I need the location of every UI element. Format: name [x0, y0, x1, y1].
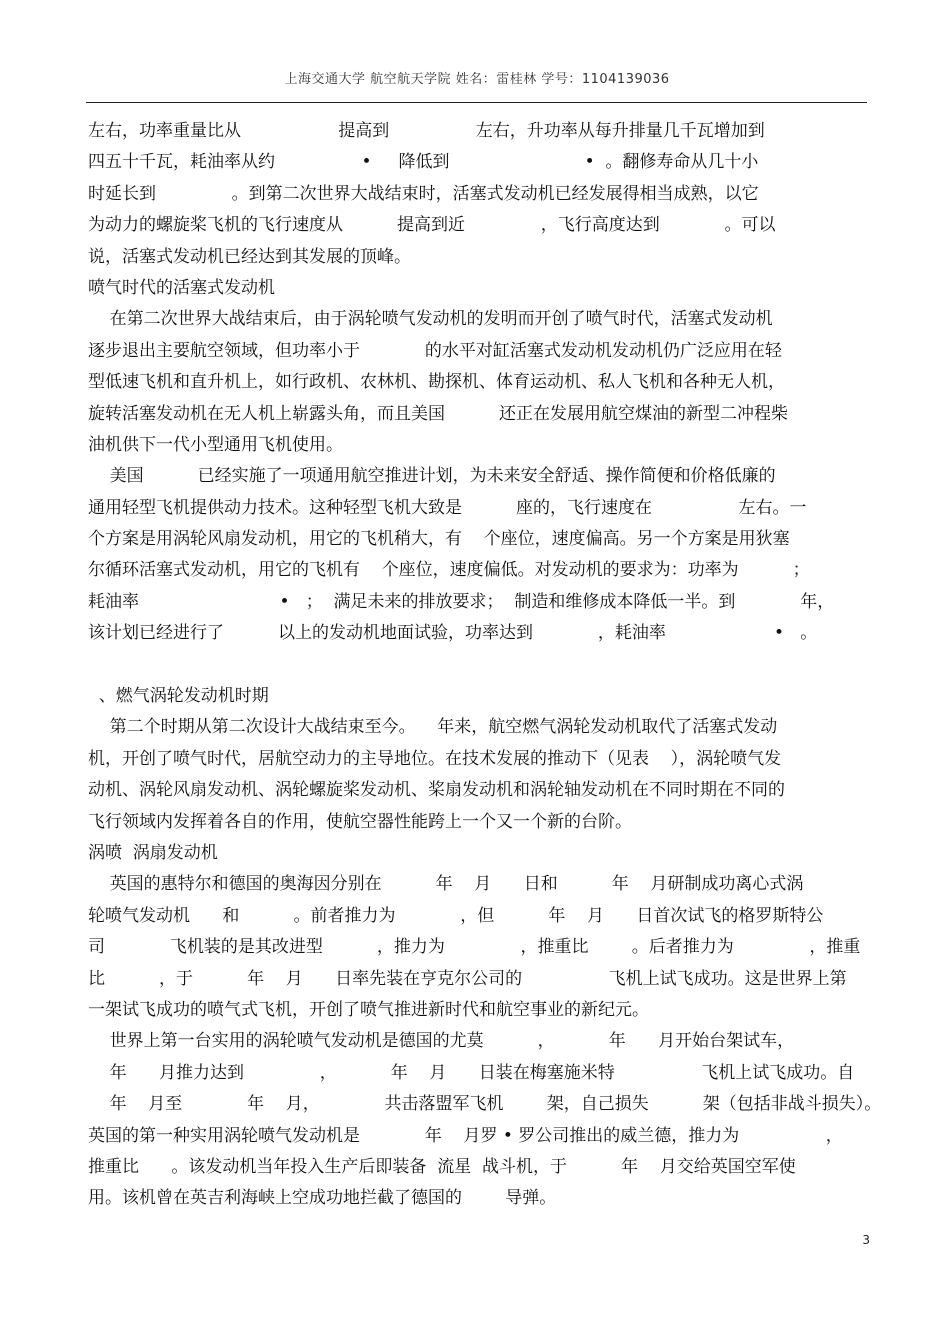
text-line: 年 月至 年 月， 共击落盟军飞机 架，自己损失 架（包括非战斗损失）。: [88, 1094, 882, 1115]
text-line: 用。该机曾在英吉利海峡上空成功地拦截了德国的 导弹。: [88, 1188, 557, 1209]
text-line: 四五十千瓦，耗油率从约 • 降低到 • 。翻修寿命从几十小: [88, 152, 759, 173]
header-divider: [86, 102, 867, 103]
text-line: 司 飞机装的是其改进型 ，推力为 ，推重比 。后者推力为 ，推重: [88, 937, 861, 958]
text-line: 通用轻型飞机提供动力技术。这种轻型飞机大致是 座的，飞行速度在 左右。一: [88, 497, 807, 518]
text-line: 比 ，于 年 月 日率先装在亨克尔公司的 飞机上试飞成功。这是世界上第: [88, 968, 847, 989]
text-line: 英国的惠特尔和德国的奥海因分别在 年 月 日和 年 月研制成功离心式涡: [88, 874, 804, 895]
text-line: 轮喷气发动机 和 。前者推力为 ，但 年 月 日首次试飞的格罗斯特公: [88, 905, 824, 926]
blank-line: [88, 650, 864, 681]
text-line: 飞行领域内发挥着各自的作用，使航空器性能跨上一个又一个新的台阶。: [88, 811, 632, 832]
text-line: 该计划已经进行了 以上的发动机地面试验，功率达到 ，耗油率 • 。: [88, 623, 818, 644]
text-line: 旋转活塞发动机在无人机上崭露头角，而且美国 还正在发展用航空煤油的新型二冲程柴: [88, 403, 789, 424]
text-line: 尔循环活塞式发动机，用它的飞机有 个座位，速度偏低。对发动机的要求为：功率为 ；: [88, 560, 810, 581]
text-line: 第二个时期从第二次设计大战结束至今。 年来，航空燃气涡轮发动机取代了活塞式发动: [88, 717, 778, 738]
text-line: 型低速飞机和直升机上，如行政机、农林机、勘探机、体育运动机、私人飞机和各种无人机，: [88, 372, 785, 393]
text-line: 世界上第一台实用的涡轮喷气发动机是德国的尤莫 ， 年 月开始台架试车，: [88, 1031, 795, 1052]
text-line: 一架试飞成功的喷气式飞机，开创了喷气推进新时代和航空事业的新纪元。: [88, 999, 649, 1020]
text-line: 涡喷 涡扇发动机: [88, 842, 218, 863]
text-line: 英国的第一种实用涡轮喷气发动机是 年 月罗 • 罗公司推出的威兰德，推力为 ，: [88, 1125, 843, 1146]
text-line: 、燃气涡轮发动机时期: [88, 686, 269, 707]
text-line: 时延长到 。到第二次世界大战结束时，活塞式发动机已经发展得相当成熟，以它: [88, 183, 759, 204]
text-line: 喷气时代的活塞式发动机: [88, 277, 275, 298]
text-line: 耗油率 • ； 满足未来的排放要求； 制造和维修成本降低一半。到 年，: [88, 591, 835, 612]
document-body: [88, 116, 882, 1215]
text-line: 为动力的螺旋桨飞机的飞行速度从 提高到近 ，飞行高度达到 。可以: [88, 215, 776, 236]
text-line: 个方案是用涡轮风扇发动机，用它的飞机稍大，有 个座位，速度偏高。另一个方案是用狄塞: [88, 529, 790, 550]
text-line: 在第二次世界大战结束后，由于涡轮喷气发动机的发明而开创了喷气时代，活塞式发动机: [88, 309, 773, 330]
text-line: 推重比 。该发动机当年投入生产后即装备 流星 战斗机，于 年 月交给英国空军使: [88, 1156, 796, 1177]
text-line: 动机、涡轮风扇发动机、涡轮螺旋桨发动机、桨扇发动机和涡轮轴发动机在不同时期在不同的: [88, 780, 785, 801]
text-line: 说，活塞式发动机已经达到其发展的顶峰。: [88, 246, 411, 267]
page-header: 上海交通大学 航空航天学院 姓名：雷桂林 学号：1104139036: [284, 72, 670, 87]
text-line: 机，开创了喷气时代，居航空动力的主导地位。在技术发展的推动下（见表 ），涡轮喷气发: [88, 748, 782, 769]
text-line: 美国 已经实施了一项通用航空推进计划，为未来安全舒适、操作简便和价格低廉的: [88, 466, 776, 487]
text-line: 年 月推力达到 ， 年 月 日装在梅塞施米特 飞机上试飞成功。自: [88, 1062, 855, 1083]
text-line: 油机供下一代小型通用飞机使用。: [88, 434, 343, 455]
text-line: 左右，功率重量比从 提高到 左右，升功率从每升排量几千瓦增加到: [88, 121, 765, 141]
page-number: 3: [862, 1233, 870, 1247]
text-line: 逐步退出主要航空领域，但功率小于 的水平对缸活塞式发动机发动机仍广泛应用在轻: [88, 340, 782, 361]
